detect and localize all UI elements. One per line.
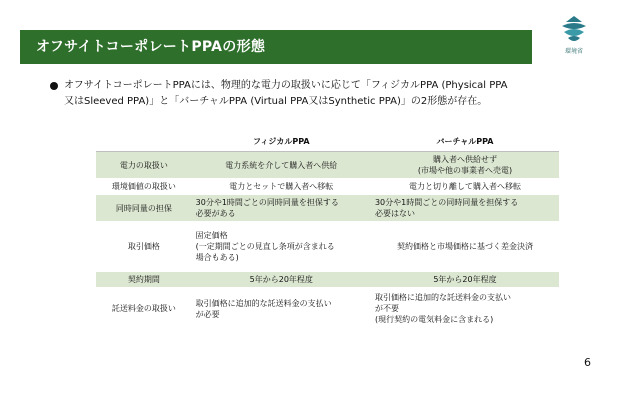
table-row [96,179,559,195]
cell-line: 30分や1時間ごとの同時同量を担保する [195,198,339,207]
table-row [96,288,559,330]
cell-physical [192,272,371,288]
cell-line: が必要 [195,309,220,319]
row-label: 電力の取扱い [96,152,192,179]
cell-physical [192,179,371,195]
table-header-row [96,131,559,152]
page-number: 6 [584,356,591,369]
cell-line: 固定価格 [195,231,228,240]
bullet-line-1: オフサイトコーポレートPPAには、物理的な電力の取扱いに応じて「フィジカルPPA (Physical PPA [64,80,508,91]
cell-physical [192,222,371,272]
table-body [96,152,559,330]
cell-virtual [371,152,559,179]
ministry-logo-icon [552,14,596,46]
table-row [96,195,559,222]
row-label: 取引価格 [96,222,192,272]
bullet-line-2: 又はSleeved PPA)」と「バーチャルPPA (Virtual PPA又はSynthetic PPA)」の2形態が存在。 [64,96,488,107]
cell-line: 取引価格に追加的な託送料金の支払い [374,293,511,302]
row-label: 環境価値の取扱い [96,179,192,195]
table-row [96,222,559,272]
cell-virtual [371,195,559,222]
cell-line: 取引価格に追加的な託送料金の支払い [195,298,332,308]
header-virtual: バーチャルPPA [371,131,559,152]
cell-line: 必要はない [374,209,415,218]
row-label: 託送料金の取扱い [96,288,192,330]
comparison-table [96,131,559,330]
bullet-dot [50,82,58,90]
header-empty [96,131,192,152]
cell-line: (一定期間ごとの見直し条項が含まれる [195,242,335,251]
cell-line: 契約価格と市場価格に基づく差金決済 [396,242,533,251]
cell-virtual [371,288,559,330]
cell-line: 30分や1時間ごとの同時同量を担保する [374,198,519,207]
row-label: 同時同量の担保 [96,195,192,222]
cell-line: 電力系統を介して購入者へ供給 [225,160,338,170]
cell-line: が不要 [374,304,399,313]
cell-line: (現行契約の電気料金に含まれる) [374,315,494,324]
cell-line: 必要がある [195,209,236,218]
cell-line: (市場や他の事業者へ売電) [417,166,513,175]
cell-line: 電力とセットで購入者へ移転 [229,182,334,191]
cell-physical [192,195,371,222]
cell-virtual [371,179,559,195]
cell-virtual [371,272,559,288]
cell-physical [192,288,371,330]
cell-line: 購入者へ供給せず [432,155,497,164]
ministry-logo [552,14,596,58]
table-row [96,272,559,288]
slide-title: オフサイトコーポレートPPAの形態 [20,30,532,64]
table-row [96,152,559,179]
cell-line: 5年から20年程度 [433,275,497,284]
cell-line: 場合もある) [195,253,239,262]
row-label: 契約期間 [96,272,192,288]
intro-bullet [64,78,574,110]
ministry-logo-label: 環境省 [564,48,583,55]
cell-line: 電力と切り離して購入者へ移転 [408,182,521,191]
cell-line: 5年から20年程度 [249,275,313,284]
cell-virtual [371,222,559,272]
header-physical: フィジカルPPA [192,131,371,152]
cell-physical [192,152,371,179]
